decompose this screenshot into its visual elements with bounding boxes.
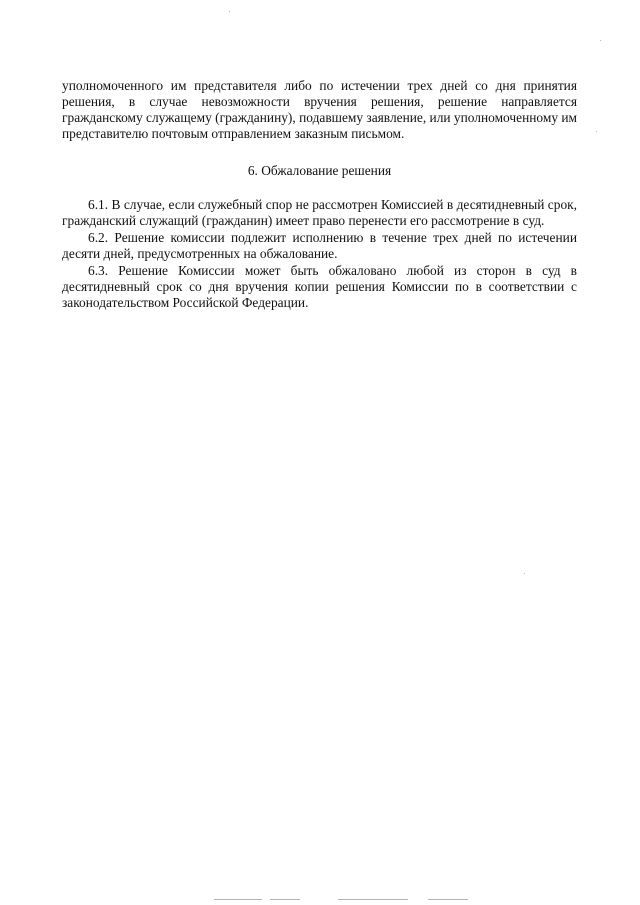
scan-speck [524, 573, 525, 574]
scan-artifact-line [270, 899, 300, 900]
scan-artifact-line [428, 899, 468, 900]
intro-paragraph-text: уполномоченного им представителя либо по истечении трех дней со дня принятия решения, в случае невозможности вручения решения, решение направляется гражданскому служащему (гражданину), подавшему заявление, или уполномоченному им представителю почтовым отправлением заказным письмом. [62, 78, 578, 141]
item-6-3: 6.3. Решение Комиссии может быть обжаловано любой из сторон в суд в десятидневный срок со дня вручения копии решения Комиссии по в соответствии с законодательством Российской Федерации. [62, 263, 577, 310]
section-items [62, 197, 577, 311]
item-6-2: 6.2. Решение комиссии подлежит исполнению в течение трех дней по истечении десяти дней, предусмотренных на обжалование. [62, 230, 577, 261]
section-heading: 6. Обжалование решения [247, 163, 392, 178]
item-6-1: 6.1. В случае, если служебный спор не рассмотрен Комиссией в десятидневный срок, гражданский служащий (гражданин) имеет право перенести его рассмотрение в суд. [62, 197, 577, 228]
scan-artifact-line [338, 899, 408, 900]
intro-paragraph [62, 78, 577, 142]
scan-speck [600, 40, 601, 41]
scan-speck [229, 11, 230, 12]
scan-artifact-line [214, 899, 262, 900]
scan-speck [596, 131, 597, 132]
